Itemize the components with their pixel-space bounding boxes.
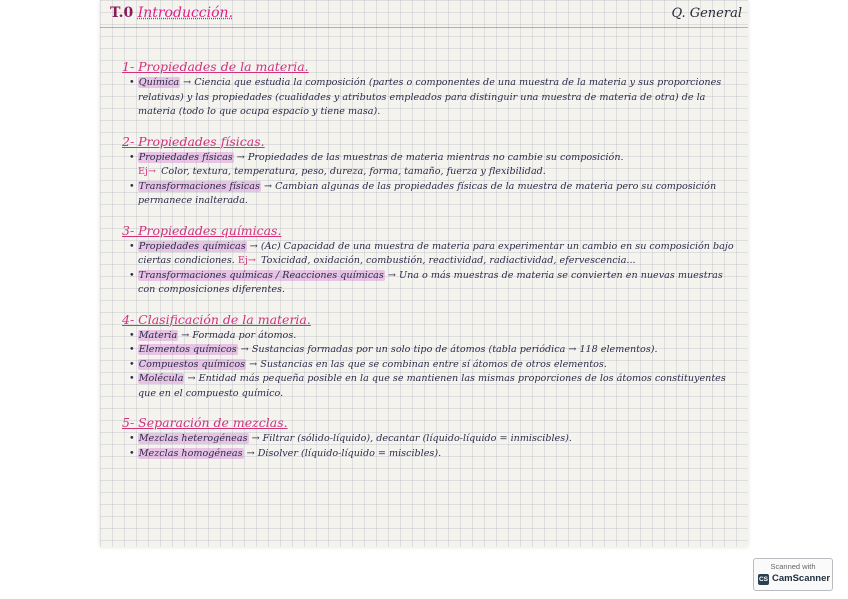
list-item <box>128 447 734 462</box>
highlighted-term: Transformaciones físicas <box>138 180 260 192</box>
item-text: → Ciencia que estudia la composición (partes o componentes de una muestra de la materia y sus proporciones relativas) y las propiedades (cualidades y atributos empleados para distinguir una muestra de materia de otra) de la materia (todo lo que ocupa espacio y tiene masa). <box>138 77 722 117</box>
bullet-icon: • <box>129 240 135 252</box>
list-item <box>128 329 734 344</box>
list-item <box>128 180 734 209</box>
subject-label: Q. General <box>671 6 742 21</box>
bullet-icon: • <box>129 180 135 192</box>
item-text: → Formada por átomos. <box>181 329 297 341</box>
section-title: 3- Propiedades químicas. <box>122 222 282 238</box>
highlighted-term: Molécula <box>138 373 184 384</box>
list-item <box>128 151 734 180</box>
item-text: → Sustancias en las que se combinan entre sí átomos de otros elementos. <box>249 358 607 370</box>
highlighted-term: Propiedades físicas <box>138 151 233 163</box>
list-item <box>128 343 734 358</box>
list-item <box>128 358 734 373</box>
item-text: → Filtrar (sólido-líquido), decantar (líquido-líquido = inmiscibles). <box>251 433 572 444</box>
highlighted-term: Química <box>138 77 180 88</box>
list-item <box>128 269 734 298</box>
bullet-icon: • <box>129 447 135 459</box>
example-text: Toxicidad, oxidación, combustión, reactividad, radiactividad, efervescencia... <box>261 255 636 266</box>
item-text: → Disolver (líquido-líquido = miscibles). <box>246 447 442 459</box>
notebook-page <box>100 0 748 547</box>
bullet-icon: • <box>129 373 135 384</box>
section-classification-of-matter <box>122 311 734 402</box>
list-item <box>128 432 734 447</box>
list-item <box>128 76 734 120</box>
highlighted-term: Materia <box>138 329 178 341</box>
camscanner-badge <box>753 558 833 591</box>
item-text: → Sustancias formadas por un solo tipo de átomos (tabla periódica → 118 elementos). <box>240 344 658 355</box>
example-label: Ej→ <box>138 166 157 177</box>
notes-body <box>122 58 734 461</box>
section-title: 5- Separación de mezclas. <box>122 415 288 430</box>
topic-title: Introducción. <box>137 5 234 21</box>
list-item <box>128 372 734 401</box>
section-properties-of-matter <box>122 58 734 120</box>
bullet-icon: • <box>129 77 135 88</box>
item-text: → Cambian algunas de las propiedades físicas de la muestra de materia pero su composición permanece inalterada. <box>138 180 717 206</box>
bullet-icon: • <box>129 433 135 444</box>
highlighted-term: Mezclas heterogéneas <box>138 433 248 444</box>
section-chemical-properties <box>122 222 734 298</box>
item-text: → Entidad más pequeña posible en la que se mantienen las mismas proporciones de los átomos constituyentes que en el compuesto químico. <box>138 373 726 399</box>
section-title: 2- Propiedades físicas. <box>122 133 265 149</box>
bullet-icon: • <box>129 151 135 163</box>
header-divider <box>100 27 748 28</box>
item-text: → Una o más muestras de materia se convierten en nuevas muestras con composiciones diferentes. <box>138 269 723 295</box>
list-item <box>128 240 734 269</box>
item-text: → Propiedades de las muestras de materia mientras no cambie su composición. <box>236 151 624 163</box>
page-header-title <box>110 5 233 21</box>
section-title: 4- Clasificación de la materia. <box>122 311 311 327</box>
highlighted-term: Elementos químicos <box>138 344 237 355</box>
scanner-caption: Scanned with <box>770 562 816 571</box>
highlighted-term: Compuestos químicos <box>138 358 246 370</box>
bullet-icon: • <box>129 358 135 370</box>
camscanner-logo-icon: CS <box>758 576 769 583</box>
example-label: Ej→ <box>237 255 256 266</box>
highlighted-term: Transformaciones químicas / Reacciones químicas <box>138 269 384 281</box>
bullet-icon: • <box>129 344 135 355</box>
bullet-icon: • <box>129 269 135 281</box>
section-physical-properties <box>122 133 734 209</box>
highlighted-term: Mezclas homogéneas <box>138 447 243 459</box>
example-text: Color, textura, temperatura, peso, dureza, forma, tamaño, fuerza y flexibilidad. <box>161 166 546 177</box>
section-title: 1- Propiedades de la materia. <box>122 59 309 74</box>
highlighted-term: Propiedades químicas <box>138 240 246 252</box>
item-text: → (Ac) Capacidad de una muestra de materia para experimentar un cambio en su composición bajo ciertas condiciones. <box>138 240 734 266</box>
section-separation-of-mixtures <box>122 414 734 461</box>
scanner-brand: CamScanner <box>772 573 831 584</box>
topic-code: T.0 <box>110 5 134 21</box>
bullet-icon: • <box>129 329 135 341</box>
